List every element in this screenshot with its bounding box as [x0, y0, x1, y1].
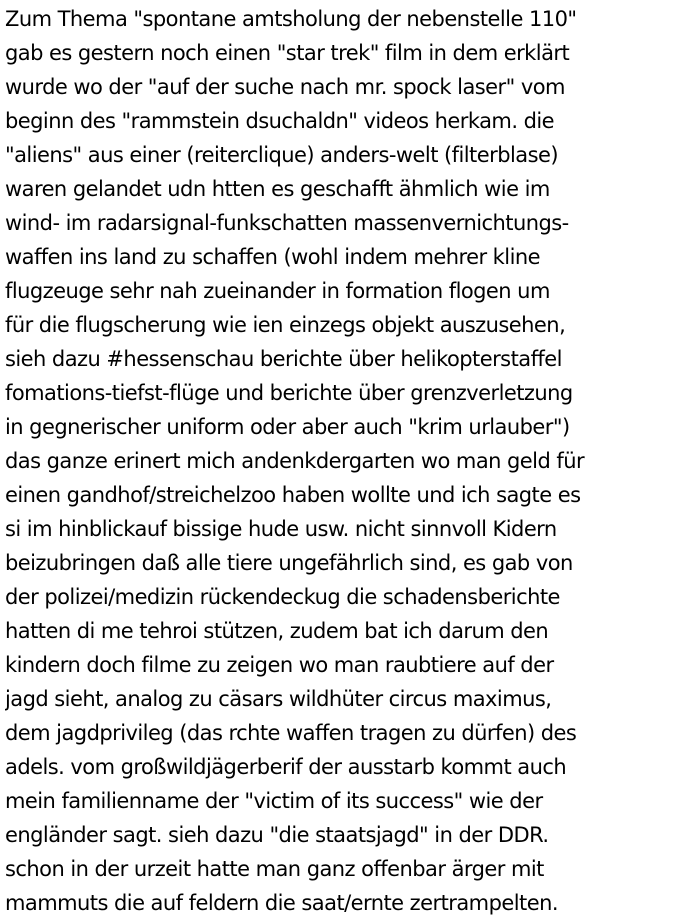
text-block [5, 2, 681, 920]
text-line: das ganze erinert mich andenkdergarten wo man geld für [5, 449, 585, 473]
text-line: schon in der urzeit hatte man ganz offenbar ärger mit [5, 857, 544, 881]
text-line: waffen ins land zu schaffen (wohl indem mehrer kline [5, 245, 540, 269]
text-line: beizubringen daß alle tiere ungefährlich sind, es gab von [5, 551, 573, 575]
text-line: mein familienname der "victim of its success" wie der [5, 789, 543, 813]
text-line: fomations-tiefst-flüge und berichte über grenzverletzung [5, 381, 573, 405]
text-line: in gegnerischer uniform oder aber auch "krim urlauber") [5, 415, 570, 439]
text-line: hatten di me tehroi stützen, zudem bat ich darum den [5, 619, 549, 643]
text-line: waren gelandet udn htten es geschafft ähmlich wie im [5, 177, 550, 201]
text-line: Zum Thema "spontane amtsholung der nebenstelle 110" [5, 7, 577, 31]
text-line: wind- im radarsignal-funkschatten massenvernichtungs- [5, 211, 569, 235]
text-line: engländer sagt. sieh dazu "die staatsjagd" in der DDR. [5, 823, 549, 847]
text-line: flugzeuge sehr nah zueinander in formation flogen um [5, 279, 550, 303]
text-line: einen gandhof/streichelzoo haben wollte und ich sagte es [5, 483, 581, 507]
text-line: sieh dazu #hessenschau berichte über helikopterstaffel [5, 347, 562, 371]
text-line: kindern doch filme zu zeigen wo man raubtiere auf der [5, 653, 554, 677]
text-line: jagd sieht, analog zu cäsars wildhüter circus maximus, [5, 687, 552, 711]
text-line: der polizei/medizin rückendeckug die schadensberichte [5, 585, 560, 609]
text-line: adels. vom großwildjägerberif der ausstarb kommt auch [5, 755, 567, 779]
text-line: wurde wo der "auf der suche nach mr. spock laser" vom [5, 75, 565, 99]
text-line: mammuts die auf feldern die saat/ernte zertrampelten. [5, 891, 558, 915]
text-line: "aliens" aus einer (reiterclique) anders-welt (filterblase) [5, 143, 558, 167]
text-line: für die flugscherung wie ien einzegs objekt auszusehen, [5, 313, 566, 337]
text-line: si im hinblickauf bissige hude usw. nicht sinnvoll Kidern [5, 517, 557, 541]
text-line: gab es gestern noch einen "star trek" film in dem erklärt [5, 41, 570, 65]
text-line: dem jagdprivileg (das rchte waffen tragen zu dürfen) des [5, 721, 577, 745]
text-line: beginn des "rammstein dsuchaldn" videos herkam. die [5, 109, 555, 133]
